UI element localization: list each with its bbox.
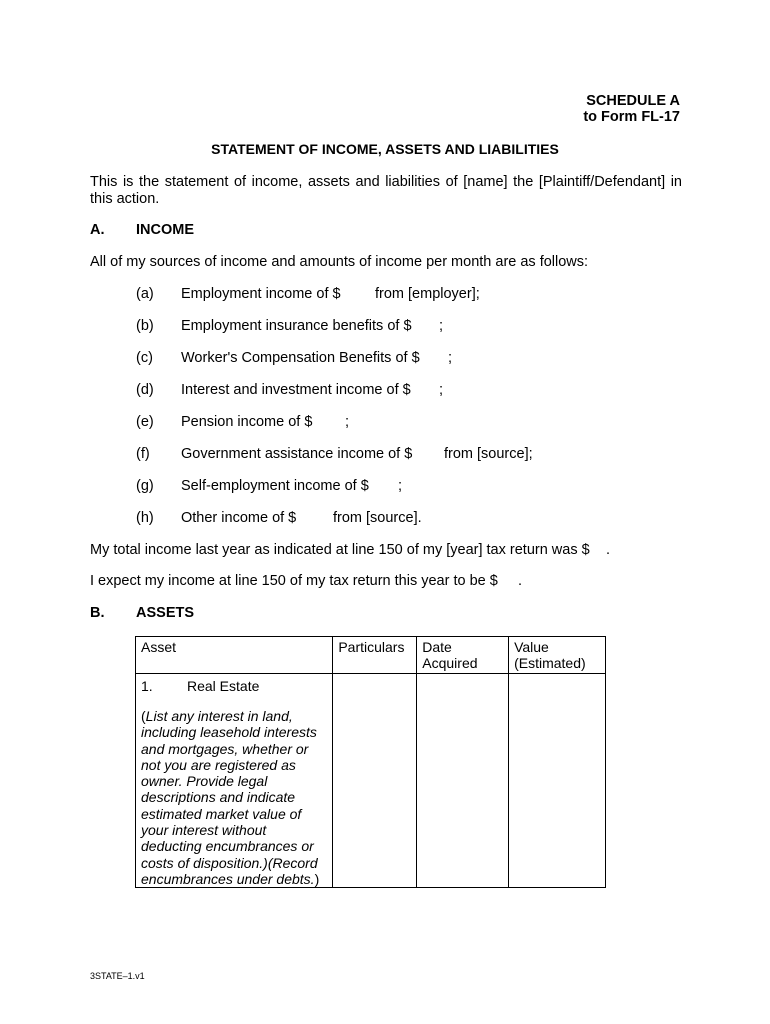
income-item-label: Government assistance income of $ [181,446,413,462]
asset-cell [136,674,333,888]
income-item-label: Interest and investment income of $ [181,382,411,398]
income-item-label: Other income of $ [181,510,297,526]
asset-number: 1. [141,678,153,694]
column-header-particulars: Particulars [333,637,417,674]
income-item-letter: (g) [136,478,154,494]
income-item-letter: (f) [136,446,150,462]
table-header-row [136,637,606,674]
expected-income-this-year: I expect my income at line 150 of my tax return this year to be $ [90,573,498,589]
footer-code: 3STATE–1.v1 [90,971,145,981]
schedule-label: SCHEDULE A [586,93,680,109]
expected-income-end: . [518,573,523,589]
note-open-paren: ( [141,708,146,724]
income-item-suffix: ; [398,478,403,494]
total-income-last-year: My total income last year as indicated at line 150 of my [year] tax return was $ [90,542,590,558]
column-header-value: Value (Estimated) [509,637,606,674]
income-item-label: Worker's Compensation Benefits of $ [181,350,420,366]
income-item-suffix: ; [439,382,444,398]
income-item-suffix: ; [345,414,350,430]
value-cell[interactable] [509,674,606,888]
income-item-suffix: ; [448,350,453,366]
column-header-date-acquired: Date Acquired [417,637,509,674]
income-lead: All of my sources of income and amounts of income per month are as follows: [90,254,589,270]
income-item-letter: (d) [136,382,154,398]
income-item-letter: (a) [136,286,154,302]
assets-table [135,636,606,888]
income-item-letter: (c) [136,350,153,366]
asset-name: Real Estate [187,678,260,694]
column-header-asset: Asset [136,637,333,674]
note-close-paren: ) [314,870,320,887]
total-income-last-year-end: . [606,542,611,558]
income-item-suffix: from [source]. [333,510,422,526]
section-b-title: ASSETS [136,605,195,621]
schedule-heading [583,93,680,125]
table-row [136,674,606,888]
income-item-label: Pension income of $ [181,414,313,430]
particulars-cell[interactable] [333,674,417,888]
income-item-label: Employment income of $ [181,286,341,302]
section-a-letter: A. [90,222,105,238]
form-reference: to Form FL-17 [583,109,680,125]
income-item-label: Employment insurance benefits of $ [181,318,412,334]
income-item-letter: (e) [136,414,154,430]
income-item-label: Self-employment income of $ [181,478,369,494]
income-item-suffix: from [source]; [444,446,533,462]
income-item-letter: (b) [136,318,154,334]
document-title: STATEMENT OF INCOME, ASSETS AND LIABILITIES [211,141,559,157]
section-b-letter: B. [90,605,105,621]
section-a-title: INCOME [136,222,194,238]
income-item-suffix: from [employer]; [375,286,480,302]
date-acquired-cell[interactable] [417,674,509,888]
asset-instructions [141,708,327,887]
intro-paragraph: This is the statement of income, assets and liabilities of [name] the [Plaintiff/Defendant] in this action. [90,174,682,207]
asset-instructions-text: List any interest in land, including leasehold interests and mortgages, whether or not you are registered as owner. Provide legal descriptions and indicate estimated market value of your interest without deducting encumbrances or costs of disposition.)(Record encumbrances under debts. [141,708,318,887]
income-item-letter: (h) [136,510,154,526]
income-item-suffix: ; [439,318,444,334]
